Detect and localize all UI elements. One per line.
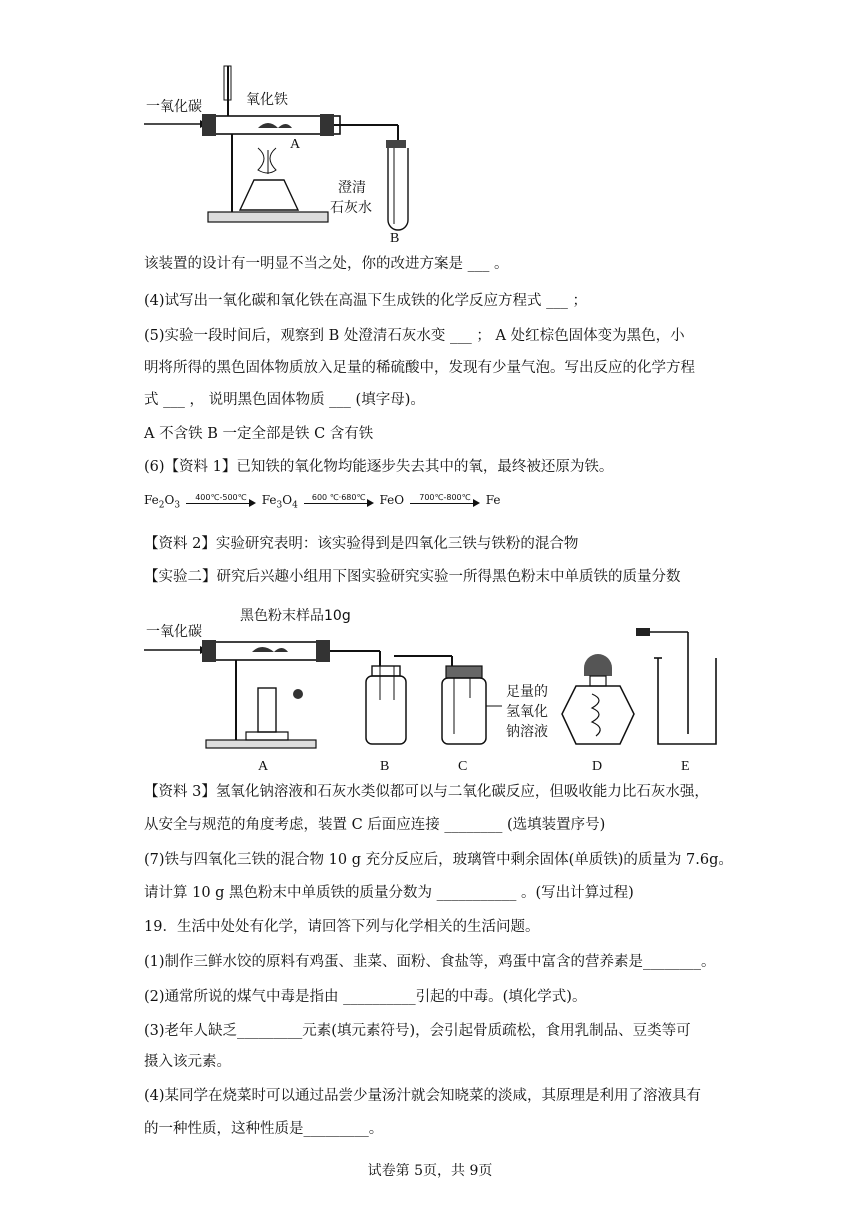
arrow-step-2: 600 ℃·680℃ (304, 494, 374, 508)
text-line: 19．生活中处处有化学，请回答下列与化学相关的生活问题。 (144, 919, 540, 935)
text-line: A 不含铁 B 一定全部是铁 C 含有铁 (144, 426, 374, 442)
text-line: 摄入该元素。 (144, 1054, 231, 1070)
text-line: 【实验二】研究后兴趣小组用下图实验研究实验一所得黑色粉末中单质铁的质量分数 (144, 569, 681, 585)
text-line: 从安全与规范的角度考虑，装置 C 后面应连接 ________ (选填装置序号) (144, 817, 606, 833)
sample-label: 黑色粉末样品10g (240, 608, 351, 624)
label-b-fig1: B (390, 231, 400, 246)
text-line: 明将所得的黑色固体物质放入足量的稀硫酸中，发现有少量气泡。写出反应的化学方程 (144, 360, 695, 376)
text-line: 该装置的设计有一明显不当之处，你的改进方案是 ___ 。 (144, 256, 509, 272)
label-b-fig2: B (380, 759, 390, 774)
figure-co-reduction-apparatus (140, 64, 440, 248)
text-line: 【资料 3】氢氧化钠溶液和石灰水类似都可以与二氧化碳反应，但吸收能力比石灰水强， (144, 784, 709, 800)
co-label-fig2: 一氧化碳 (146, 624, 202, 640)
reduction-formula: $Fe_2O_3$ 400℃-500℃ $Fe_3O_4$ 600 ℃·680℃ FeO 700℃-800℃ Fe (144, 492, 501, 511)
text-line: (4)试写出一氧化碳和氧化铁在高温下生成铁的化学反应方程式 ___ ； (144, 293, 588, 309)
text-line: 请计算 10 g 黑色粉末中单质铁的质量分数为 ___________ 。(写出计算过程) (144, 885, 634, 901)
naoh-label-2: 氢氧化 (506, 704, 548, 720)
arrow-step-1: 400℃-500℃ (186, 494, 256, 508)
arrow-step-3: 700℃-800℃ (410, 494, 480, 508)
text-line: (6)【资料 1】已知铁的氧化物均能逐步失去其中的氧，最终被还原为铁。 (144, 459, 614, 475)
co-label: 一氧化碳 (146, 99, 202, 115)
text-line: 式 ___ ， 说明黑色固体物质 ___ (填字母)。 (144, 392, 425, 408)
text-line: (7)铁与四氧化三铁的混合物 10 g 充分反应后，玻璃管中剩余固体(单质铁)的质量为 7.6g。 (144, 852, 733, 868)
text-line: (5)实验一段时间后，观察到 B 处澄清石灰水变 ___ ； A 处红棕色固体变为黑色，小 (144, 328, 685, 344)
text-line: 的一种性质，这种性质是_________。 (144, 1121, 384, 1137)
label-a-fig2: A (258, 759, 269, 774)
label-c-fig2: C (458, 759, 468, 774)
label-e-fig2: E (681, 759, 690, 774)
label-d-fig2: D (592, 759, 603, 774)
limewater-label-1: 澄清 (338, 180, 366, 196)
fe2o3-label: 氧化铁 (246, 92, 288, 108)
text-line: (1)制作三鲜水饺的原料有鸡蛋、韭菜、面粉、食盐等，鸡蛋中富含的营养素是________。 (144, 954, 716, 970)
naoh-label-1: 足量的 (506, 684, 548, 700)
label-a-fig1: A (290, 137, 301, 152)
page-footer: 试卷第 5页，共 9页 (367, 1163, 493, 1179)
text-line: (3)老年人缺乏_________元素(填元素符号)，会引起骨质疏松，食用乳制品、豆类等可 (144, 1023, 691, 1039)
naoh-label-3: 钠溶液 (506, 724, 548, 740)
limewater-label-2: 石灰水 (330, 200, 372, 216)
text-line: 【资料 2】实验研究表明：该实验得到是四氧化三铁与铁粉的混合物 (144, 536, 579, 552)
text-line: (4)某同学在烧菜时可以通过品尝少量汤汁就会知晓菜的淡咸，其原理是利用了溶液具有 (144, 1088, 702, 1104)
text-line: (2)通常所说的煤气中毒是指由 __________引起的中毒。(填化学式)。 (144, 989, 587, 1005)
figure-iron-mass-fraction-apparatus (140, 604, 720, 776)
